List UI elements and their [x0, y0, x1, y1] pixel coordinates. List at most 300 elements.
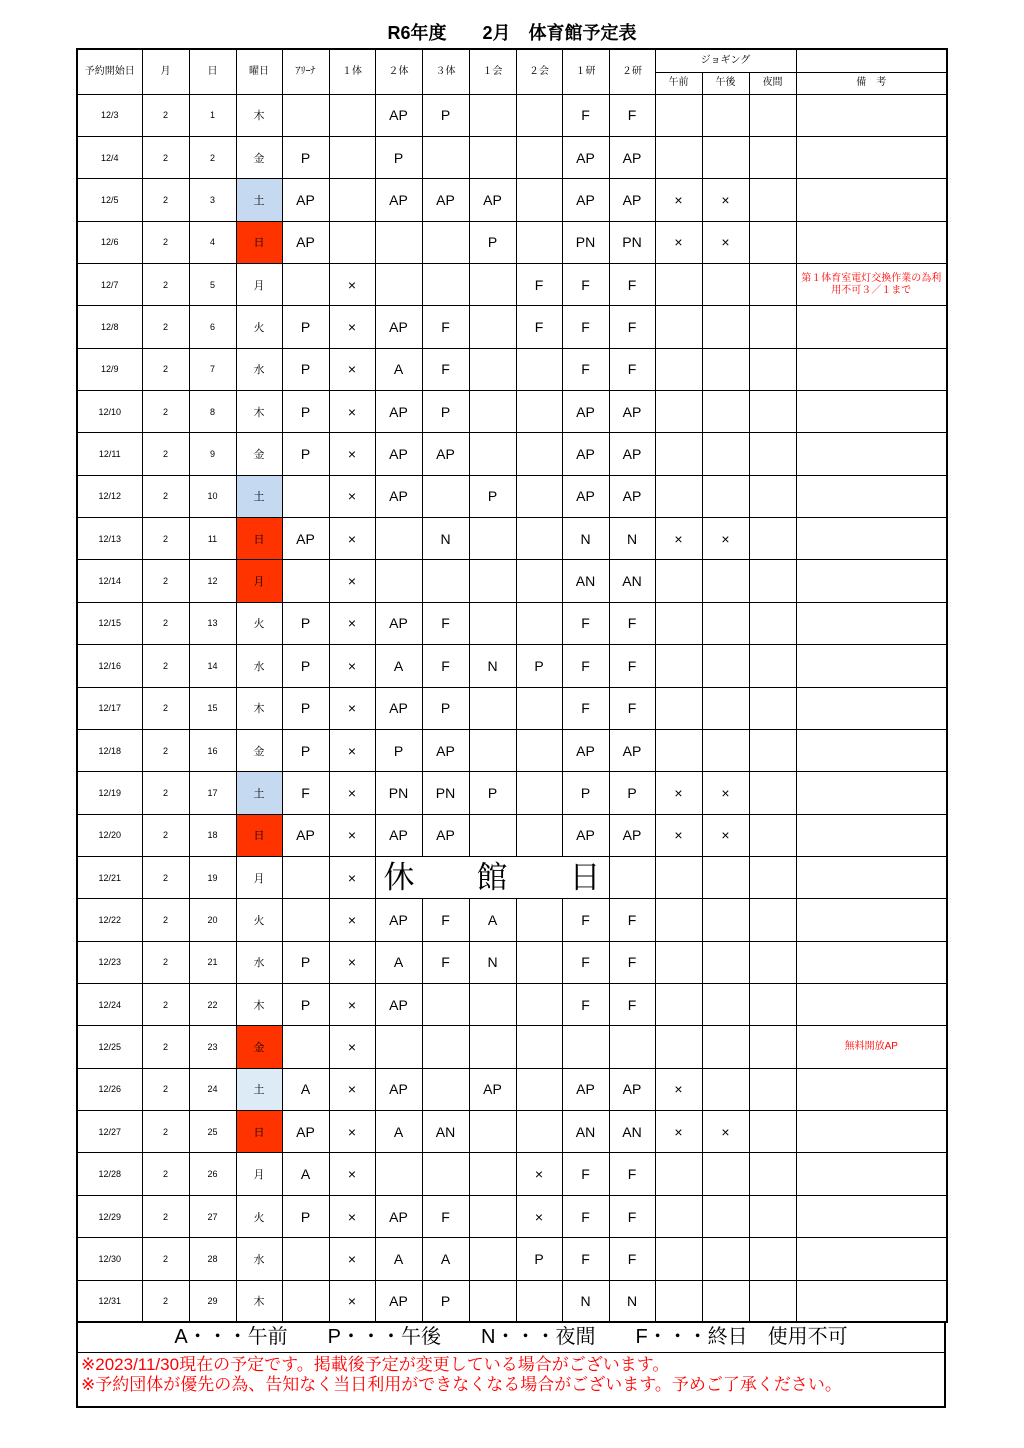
jogging-morning-cell [655, 602, 702, 644]
gym-3-cell: N [422, 518, 469, 560]
schedule-row [77, 814, 947, 856]
study-1-cell: AP [562, 475, 609, 517]
gym-1-cell: × [329, 772, 375, 814]
meeting-2-cell: P [516, 645, 562, 687]
day-cell: 14 [189, 645, 236, 687]
study-2-cell: F [609, 602, 655, 644]
header-start-date: 予約開始日 [77, 49, 142, 94]
remarks-cell [796, 560, 947, 602]
arena-cell [282, 1280, 329, 1322]
gym-1-cell: × [329, 856, 375, 898]
day-cell: 6 [189, 306, 236, 348]
jogging-afternoon-cell: × [702, 1111, 749, 1153]
reservation-start-date: 12/13 [77, 518, 142, 560]
gym-3-cell: A [422, 1238, 469, 1280]
study-1-cell: F [562, 1195, 609, 1237]
day-cell: 5 [189, 263, 236, 305]
schedule-row [77, 645, 947, 687]
weekday-cell: 金 [236, 433, 282, 475]
schedule-row [77, 263, 947, 305]
weekday-cell: 火 [236, 899, 282, 941]
gym-1-cell: × [329, 645, 375, 687]
gym-1-cell: × [329, 348, 375, 390]
arena-cell [282, 1238, 329, 1280]
arena-cell [282, 560, 329, 602]
day-cell: 20 [189, 899, 236, 941]
header-row-top [77, 49, 947, 72]
study-1-cell: F [562, 1238, 609, 1280]
header-gym-1: １体 [329, 49, 375, 94]
header-meeting-1: １会 [469, 49, 516, 94]
meeting-1-cell: P [469, 221, 516, 263]
note-line: ※2023/11/30現在の予定です。掲載後予定が変更している場合がございます。 [81, 1355, 670, 1375]
meeting-1-cell: N [469, 645, 516, 687]
meeting-2-cell [516, 136, 562, 178]
gym-3-cell: F [422, 306, 469, 348]
jogging-morning-cell [655, 1195, 702, 1237]
jogging-morning-cell [655, 263, 702, 305]
meeting-1-cell [469, 1195, 516, 1237]
arena-cell: P [282, 433, 329, 475]
jogging-afternoon-cell: × [702, 179, 749, 221]
gym-3-cell: P [422, 687, 469, 729]
gym-2-cell: A [375, 1111, 422, 1153]
weekday-cell: 月 [236, 263, 282, 305]
weekday-cell: 日 [236, 1111, 282, 1153]
jogging-morning-cell: × [655, 1068, 702, 1110]
weekday-cell: 日 [236, 518, 282, 560]
gym-1-cell: × [329, 984, 375, 1026]
month-cell: 2 [142, 772, 189, 814]
meeting-1-cell: P [469, 475, 516, 517]
jogging-night-cell [749, 1280, 796, 1322]
schedule-row [77, 1238, 947, 1280]
weekday-cell: 金 [236, 1026, 282, 1068]
weekday-cell: 木 [236, 391, 282, 433]
arena-cell: P [282, 348, 329, 390]
day-cell: 2 [189, 136, 236, 178]
day-cell: 26 [189, 1153, 236, 1195]
jogging-afternoon-cell [702, 263, 749, 305]
schedule-row [77, 772, 947, 814]
weekday-cell: 木 [236, 94, 282, 136]
arena-cell [282, 475, 329, 517]
reservation-start-date: 12/12 [77, 475, 142, 517]
header-jogging: ジョギング [655, 49, 796, 72]
meeting-2-cell [516, 1111, 562, 1153]
legend: A・・・午前 P・・・午後 N・・・夜間 F・・・終日 使用不可 [76, 1323, 946, 1353]
reservation-start-date: 12/21 [77, 856, 142, 898]
gym-3-cell [422, 560, 469, 602]
reservation-start-date: 12/27 [77, 1111, 142, 1153]
schedule-row [77, 899, 947, 941]
study-1-cell: F [562, 602, 609, 644]
remarks-cell [796, 814, 947, 856]
remarks-cell [796, 899, 947, 941]
jogging-morning-cell [655, 306, 702, 348]
gym-3-cell: F [422, 941, 469, 983]
remarks-cell [796, 1280, 947, 1322]
meeting-1-cell [469, 984, 516, 1026]
remarks-cell [796, 221, 947, 263]
gym-2-cell [375, 1153, 422, 1195]
jogging-afternoon-cell [702, 729, 749, 771]
study-2-cell: F [609, 1153, 655, 1195]
meeting-1-cell [469, 433, 516, 475]
reservation-start-date: 12/20 [77, 814, 142, 856]
reservation-start-date: 12/15 [77, 602, 142, 644]
remarks-cell [796, 179, 947, 221]
study-2-cell: AP [609, 433, 655, 475]
month-cell: 2 [142, 1111, 189, 1153]
meeting-2-cell [516, 221, 562, 263]
jogging-afternoon-cell [702, 136, 749, 178]
schedule-row [77, 984, 947, 1026]
header-arena: ｱﾘｰﾅ [282, 49, 329, 94]
gym-1-cell: × [329, 1153, 375, 1195]
jogging-afternoon-cell [702, 1280, 749, 1322]
reservation-start-date: 12/14 [77, 560, 142, 602]
reservation-start-date: 12/11 [77, 433, 142, 475]
arena-cell: P [282, 602, 329, 644]
jogging-night-cell [749, 306, 796, 348]
meeting-1-cell: AP [469, 179, 516, 221]
study-2-cell: PN [609, 221, 655, 263]
schedule-row [77, 856, 947, 898]
meeting-2-cell [516, 1068, 562, 1110]
jogging-morning-cell [655, 899, 702, 941]
header-meeting-2: ２会 [516, 49, 562, 94]
jogging-morning-cell [655, 687, 702, 729]
study-2-cell: F [609, 348, 655, 390]
remarks-cell [796, 984, 947, 1026]
gym-2-cell: P [375, 136, 422, 178]
remarks-cell [796, 856, 947, 898]
meeting-1-cell [469, 306, 516, 348]
study-2-cell: AN [609, 560, 655, 602]
remarks-cell [796, 772, 947, 814]
study-2-cell: N [609, 518, 655, 560]
gym-2-cell: AP [375, 899, 422, 941]
study-2-cell: AP [609, 729, 655, 771]
jogging-morning-cell: × [655, 518, 702, 560]
study-2-cell: F [609, 1238, 655, 1280]
study-2-cell: AP [609, 1068, 655, 1110]
gym-2-cell: AP [375, 306, 422, 348]
meeting-1-cell [469, 560, 516, 602]
reservation-start-date: 12/16 [77, 645, 142, 687]
gym-2-cell: A [375, 941, 422, 983]
day-cell: 27 [189, 1195, 236, 1237]
table-header [77, 49, 947, 94]
jogging-night-cell [749, 729, 796, 771]
gym-2-cell: AP [375, 984, 422, 1026]
study-2-cell: F [609, 306, 655, 348]
study-1-cell: P [562, 772, 609, 814]
schedule-row [77, 941, 947, 983]
study-1-cell: F [562, 899, 609, 941]
gym-1-cell: × [329, 475, 375, 517]
study-2-cell: F [609, 94, 655, 136]
gym-1-cell: × [329, 1068, 375, 1110]
meeting-2-cell [516, 772, 562, 814]
jogging-night-cell [749, 941, 796, 983]
header-study-1: １研 [562, 49, 609, 94]
jogging-night-cell [749, 856, 796, 898]
jogging-morning-cell [655, 729, 702, 771]
gym-2-cell [375, 560, 422, 602]
gym-1-cell: × [329, 814, 375, 856]
jogging-night-cell [749, 1111, 796, 1153]
gym-2-cell: AP [375, 433, 422, 475]
study-2-cell: N [609, 1280, 655, 1322]
reservation-start-date: 12/6 [77, 221, 142, 263]
month-cell: 2 [142, 1238, 189, 1280]
jogging-morning-cell [655, 645, 702, 687]
day-cell: 12 [189, 560, 236, 602]
weekday-cell: 土 [236, 772, 282, 814]
gym-1-cell: × [329, 263, 375, 305]
day-cell: 23 [189, 1026, 236, 1068]
month-cell: 2 [142, 1153, 189, 1195]
study-1-cell: N [562, 1280, 609, 1322]
weekday-cell: 水 [236, 645, 282, 687]
month-cell: 2 [142, 984, 189, 1026]
jogging-morning-cell [655, 475, 702, 517]
jogging-afternoon-cell: × [702, 221, 749, 263]
header-jogging-morning: 午前 [655, 72, 702, 94]
jogging-afternoon-cell [702, 602, 749, 644]
meeting-1-cell: AP [469, 1068, 516, 1110]
month-cell: 2 [142, 263, 189, 305]
arena-cell: P [282, 729, 329, 771]
meeting-1-cell [469, 1280, 516, 1322]
month-cell: 2 [142, 348, 189, 390]
jogging-morning-cell [655, 348, 702, 390]
reservation-start-date: 12/7 [77, 263, 142, 305]
gym-2-cell [375, 518, 422, 560]
jogging-morning-cell [655, 984, 702, 1026]
gym-1-cell: × [329, 433, 375, 475]
reservation-start-date: 12/31 [77, 1280, 142, 1322]
study-2-cell: AP [609, 179, 655, 221]
day-cell: 24 [189, 1068, 236, 1110]
study-2-cell: F [609, 645, 655, 687]
study-2-cell: P [609, 772, 655, 814]
meeting-1-cell [469, 391, 516, 433]
gym-3-cell [422, 221, 469, 263]
month-cell: 2 [142, 729, 189, 771]
day-cell: 8 [189, 391, 236, 433]
month-cell: 2 [142, 391, 189, 433]
jogging-afternoon-cell [702, 306, 749, 348]
study-1-cell: PN [562, 221, 609, 263]
remarks-cell [796, 687, 947, 729]
meeting-1-cell [469, 518, 516, 560]
meeting-2-cell [516, 475, 562, 517]
study-1-cell: AP [562, 391, 609, 433]
day-cell: 4 [189, 221, 236, 263]
month-cell: 2 [142, 433, 189, 475]
month-cell: 2 [142, 136, 189, 178]
jogging-afternoon-cell [702, 433, 749, 475]
jogging-morning-cell: × [655, 179, 702, 221]
reservation-start-date: 12/10 [77, 391, 142, 433]
study-1-cell: F [562, 1153, 609, 1195]
weekday-cell: 水 [236, 941, 282, 983]
jogging-afternoon-cell [702, 1068, 749, 1110]
study-2-cell: AP [609, 475, 655, 517]
study-2-cell [609, 1026, 655, 1068]
meeting-1-cell [469, 729, 516, 771]
meeting-2-cell: F [516, 263, 562, 305]
weekday-cell: 土 [236, 475, 282, 517]
gym-3-cell: AN [422, 1111, 469, 1153]
weekday-cell: 土 [236, 179, 282, 221]
jogging-morning-cell: × [655, 1111, 702, 1153]
meeting-2-cell [516, 1280, 562, 1322]
jogging-night-cell [749, 179, 796, 221]
jogging-night-cell [749, 1195, 796, 1237]
jogging-morning-cell [655, 560, 702, 602]
gym-1-cell: × [329, 560, 375, 602]
study-2-cell: AN [609, 1111, 655, 1153]
jogging-morning-cell: × [655, 772, 702, 814]
gym-3-cell: F [422, 348, 469, 390]
jogging-morning-cell [655, 1026, 702, 1068]
jogging-afternoon-cell [702, 1195, 749, 1237]
remarks-cell [796, 941, 947, 983]
weekday-cell: 火 [236, 1195, 282, 1237]
schedule-row [77, 306, 947, 348]
day-cell: 16 [189, 729, 236, 771]
schedule-row [77, 179, 947, 221]
gym-3-cell: PN [422, 772, 469, 814]
study-2-cell: F [609, 941, 655, 983]
arena-cell [282, 899, 329, 941]
header-month: 月 [142, 49, 189, 94]
schedule-row [77, 518, 947, 560]
day-cell: 11 [189, 518, 236, 560]
month-cell: 2 [142, 645, 189, 687]
remarks-cell [796, 1153, 947, 1195]
month-cell: 2 [142, 814, 189, 856]
study-1-cell: F [562, 348, 609, 390]
jogging-night-cell [749, 687, 796, 729]
gym-3-cell: P [422, 1280, 469, 1322]
jogging-night-cell [749, 475, 796, 517]
gym-2-cell: AP [375, 687, 422, 729]
jogging-night-cell [749, 645, 796, 687]
jogging-afternoon-cell [702, 560, 749, 602]
weekday-cell: 金 [236, 729, 282, 771]
meeting-2-cell [516, 1026, 562, 1068]
reservation-start-date: 12/18 [77, 729, 142, 771]
jogging-morning-cell [655, 94, 702, 136]
jogging-night-cell [749, 772, 796, 814]
gym-1-cell: × [329, 306, 375, 348]
day-cell: 1 [189, 94, 236, 136]
remarks-cell [796, 1195, 947, 1237]
study-1-cell: F [562, 94, 609, 136]
remarks-cell [796, 475, 947, 517]
study-1-cell: F [562, 263, 609, 305]
reservation-start-date: 12/29 [77, 1195, 142, 1237]
remarks-cell [796, 94, 947, 136]
schedule-body [77, 94, 947, 1322]
day-cell: 9 [189, 433, 236, 475]
arena-cell: P [282, 687, 329, 729]
gym-2-cell [375, 221, 422, 263]
meeting-2-cell [516, 687, 562, 729]
gym-1-cell: × [329, 687, 375, 729]
month-cell: 2 [142, 1068, 189, 1110]
schedule-row [77, 729, 947, 771]
gym-1-cell [329, 136, 375, 178]
jogging-morning-cell [655, 941, 702, 983]
reservation-start-date: 12/24 [77, 984, 142, 1026]
header-jogging-night: 夜間 [749, 72, 796, 94]
meeting-2-cell [516, 814, 562, 856]
study-1-cell: F [562, 941, 609, 983]
reservation-start-date: 12/3 [77, 94, 142, 136]
jogging-night-cell [749, 814, 796, 856]
jogging-morning-cell [655, 1153, 702, 1195]
jogging-morning-cell [655, 1238, 702, 1280]
meeting-2-cell: P [516, 1238, 562, 1280]
gym-1-cell: × [329, 1280, 375, 1322]
jogging-afternoon-cell [702, 856, 749, 898]
day-cell: 21 [189, 941, 236, 983]
gym-2-cell: AP [375, 475, 422, 517]
jogging-night-cell [749, 984, 796, 1026]
meeting-1-cell [469, 94, 516, 136]
remarks-cell [796, 645, 947, 687]
weekday-cell: 火 [236, 602, 282, 644]
gym-2-cell: A [375, 645, 422, 687]
arena-cell: AP [282, 179, 329, 221]
jogging-afternoon-cell [702, 391, 749, 433]
jogging-night-cell [749, 602, 796, 644]
remarks-cell [796, 1238, 947, 1280]
gym-1-cell: × [329, 729, 375, 771]
gym-2-cell: AP [375, 814, 422, 856]
schedule-row [77, 391, 947, 433]
schedule-row [77, 1195, 947, 1237]
jogging-night-cell [749, 348, 796, 390]
remarks-cell [796, 433, 947, 475]
remarks-cell [796, 1068, 947, 1110]
jogging-afternoon-cell: × [702, 814, 749, 856]
jogging-morning-cell [655, 1280, 702, 1322]
schedule-sheet [76, 48, 946, 1408]
arena-cell: P [282, 941, 329, 983]
arena-cell: P [282, 984, 329, 1026]
month-cell: 2 [142, 518, 189, 560]
meeting-2-cell [516, 560, 562, 602]
gym-1-cell: × [329, 941, 375, 983]
schedule-row [77, 94, 947, 136]
gym-3-cell: F [422, 645, 469, 687]
gym-1-cell [329, 94, 375, 136]
study-2-cell: F [609, 263, 655, 305]
gym-1-cell: × [329, 899, 375, 941]
month-cell: 2 [142, 602, 189, 644]
gym-2-cell: A [375, 1238, 422, 1280]
study-2-cell: F [609, 687, 655, 729]
study-1-cell: F [562, 984, 609, 1026]
reservation-start-date: 12/5 [77, 179, 142, 221]
